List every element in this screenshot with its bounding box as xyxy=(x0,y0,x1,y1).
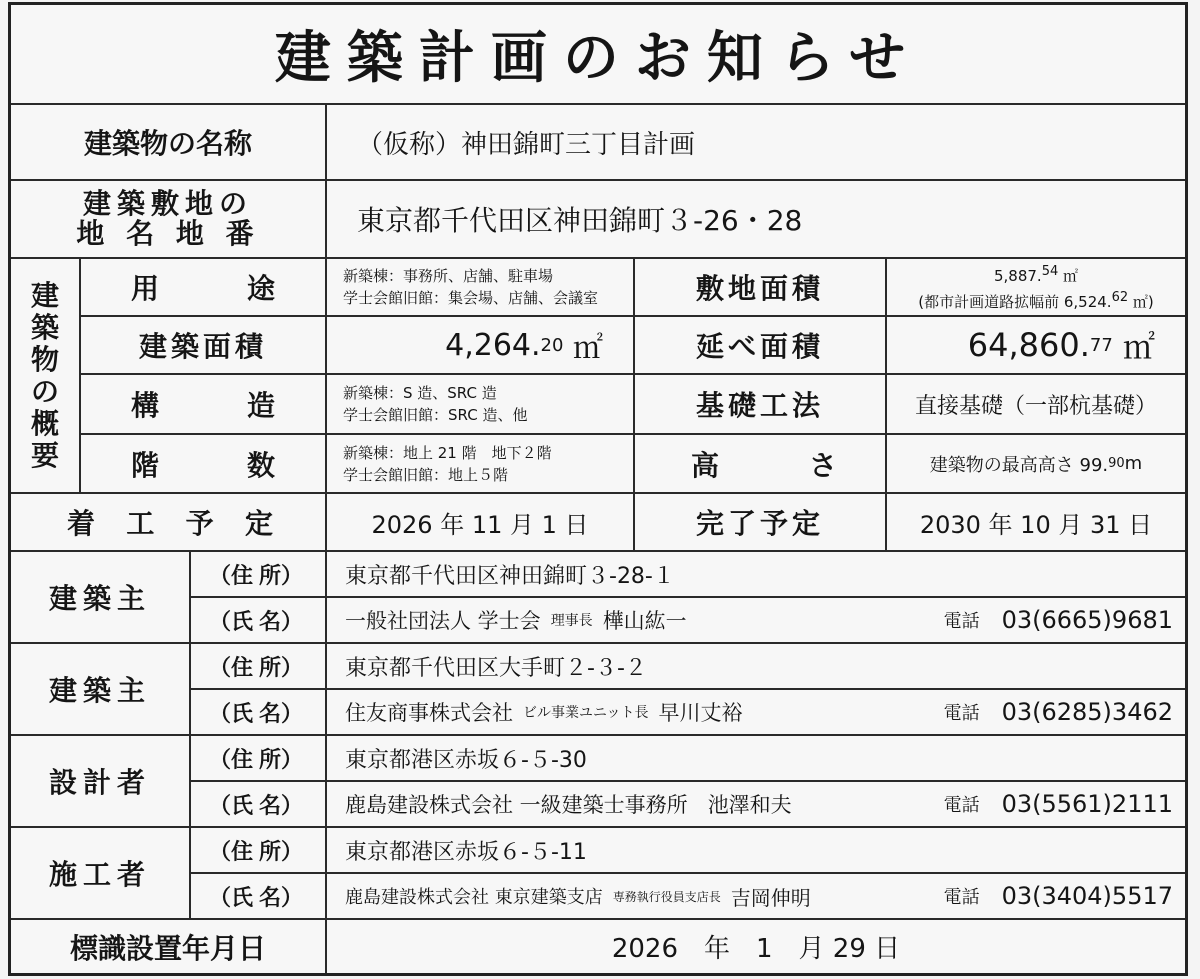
start-label-char: 予 xyxy=(185,507,214,540)
contractor-title: 専務執行役員支店長 xyxy=(612,889,721,904)
height-number: 建築物の最高高さ 99. xyxy=(929,454,1109,476)
height-label-char: 高 xyxy=(691,448,720,482)
name-sub-label xyxy=(191,598,327,644)
structure-label-char: 構 xyxy=(131,389,160,422)
sub-label-part: 名） xyxy=(258,793,303,819)
sub-label-part: （氏 xyxy=(209,885,254,911)
overview-char: 建 xyxy=(30,278,59,312)
building-area-label: 建築面積 xyxy=(81,317,327,375)
start-label-char: 定 xyxy=(244,507,273,540)
use-line: 新築棟：事務所、店舗、駐車場 xyxy=(343,267,554,285)
owner-title: 理事長 xyxy=(550,613,593,629)
foundation-value: 直接基礎（一部杭基礎） xyxy=(887,375,1185,435)
owner-role-label: 建築主 xyxy=(11,644,191,736)
contractor-role-label: 施工者 xyxy=(11,828,191,920)
use-label-char: 途 xyxy=(246,272,275,305)
sub-label-part: 所） xyxy=(258,747,303,773)
owner-role-label: 建築主 xyxy=(11,552,191,644)
sub-label-part: （氏 xyxy=(209,701,254,727)
site-area-note xyxy=(918,287,1154,313)
owner-address: 東京都千代田区神田錦町３-28-１ xyxy=(327,552,1185,598)
sub-label-part: （氏 xyxy=(209,793,254,819)
overview-char: 物 xyxy=(30,342,59,376)
phone-number: 03(5561)2111 xyxy=(1001,790,1173,818)
site-area-value xyxy=(887,259,1185,317)
page-title: 建築計画のお知らせ xyxy=(11,5,1185,105)
designer-name-row xyxy=(327,782,1185,828)
site-area-number: 5,887. xyxy=(993,267,1042,285)
use-label xyxy=(81,259,327,317)
floors-label-char: 階 xyxy=(131,448,160,482)
floors-line: 新築棟：地上 21 階 地下２階 xyxy=(343,443,552,462)
site-area-unit: ㎡ xyxy=(1063,267,1079,285)
designer-org: 鹿島建設株式会社 一級建築士事務所 xyxy=(345,793,688,817)
phone-number: 03(6285)3462 xyxy=(1001,698,1173,726)
site-address-label-line2: 地 名 地 番 xyxy=(76,217,260,250)
owner-org: 一般社団法人 学士会 xyxy=(345,609,541,633)
floor-area-number: 64,860. xyxy=(967,326,1090,364)
sub-label-part: 名） xyxy=(258,885,303,911)
sub-label-part: （住 xyxy=(209,747,254,773)
contractor-org: 鹿島建設株式会社 東京建築支店 xyxy=(345,887,603,908)
sub-label-part: （住 xyxy=(209,839,254,865)
name-sub-label xyxy=(191,782,327,828)
sub-label-part: 名） xyxy=(258,701,303,727)
site-area-main xyxy=(994,261,1078,287)
designer-address: 東京都港区赤坂６-５-30 xyxy=(327,736,1185,782)
site-address-label xyxy=(11,181,327,259)
site-area-note-unit: ㎡) xyxy=(1128,293,1154,311)
structure-line: 新築棟：S 造、SRC 造 xyxy=(343,384,497,402)
height-unit: m xyxy=(1124,453,1143,474)
site-area-decimal: 54 xyxy=(1041,264,1059,279)
start-label-char: 工 xyxy=(126,507,155,540)
contractor-address: 東京都港区赤坂６-５-11 xyxy=(327,828,1185,874)
use-value xyxy=(327,259,635,317)
sub-label-part: （氏 xyxy=(209,609,254,635)
owner-person: 樺山紘一 xyxy=(602,609,687,633)
phone-label: 電話 xyxy=(943,703,980,724)
site-address-value: 東京都千代田区神田錦町３-26・28 xyxy=(327,181,1185,259)
owner-name-row xyxy=(327,598,1185,644)
sub-label-part: （住 xyxy=(209,655,254,681)
height-value xyxy=(887,435,1185,494)
finish-label: 完了予定 xyxy=(635,494,887,552)
floors-value xyxy=(327,435,635,494)
designer-role-label: 設計者 xyxy=(11,736,191,828)
structure-label xyxy=(81,375,327,435)
address-sub-label xyxy=(191,552,327,598)
structure-line: 学士会館旧館：SRC 造、他 xyxy=(343,406,528,424)
height-label xyxy=(635,435,887,494)
finish-value: 2030 年 10 月 31 日 xyxy=(887,494,1185,552)
name-sub-label xyxy=(191,874,327,920)
phone-label: 電話 xyxy=(943,887,980,908)
floor-area-value xyxy=(887,317,1185,375)
site-area-note-decimal: 62 xyxy=(1111,290,1129,305)
structure-value xyxy=(327,375,635,435)
building-name-value: （仮称）神田錦町三丁目計画 xyxy=(327,105,1185,181)
owner-address: 東京都千代田区大手町２-３-２ xyxy=(327,644,1185,690)
use-label-char: 用 xyxy=(131,272,160,305)
sub-label-part: 所） xyxy=(258,563,303,589)
phone-number: 03(6665)9681 xyxy=(1001,606,1173,634)
floors-label-char: 数 xyxy=(246,448,275,482)
contractor-phone xyxy=(944,882,1185,910)
construction-notice-sign xyxy=(8,2,1188,976)
owner-title: ビル事業ユニット長 xyxy=(523,705,649,721)
start-label xyxy=(11,494,327,552)
overview-char: の xyxy=(30,374,59,408)
owner-phone xyxy=(944,606,1185,634)
floors-line: 学士会館旧館：地上５階 xyxy=(343,465,509,484)
owner-phone xyxy=(944,698,1185,726)
overview-char: 築 xyxy=(30,310,59,344)
contractor-name-row xyxy=(327,874,1185,920)
phone-number: 03(3404)5517 xyxy=(1001,882,1173,910)
floor-area-decimal: 77 xyxy=(1089,334,1113,356)
owner-name-row xyxy=(327,690,1185,736)
sub-label-part: 名） xyxy=(258,609,303,635)
sub-label-part: 所） xyxy=(258,839,303,865)
phone-label: 電話 xyxy=(943,611,980,632)
designer-person: 池澤和夫 xyxy=(707,793,792,817)
site-address-label-line1: 建築敷地の xyxy=(82,187,253,220)
designer-phone xyxy=(944,790,1185,818)
posted-date-label: 標識設置年月日 xyxy=(11,920,327,973)
height-decimal: 90 xyxy=(1108,456,1125,471)
structure-label-char: 造 xyxy=(246,389,275,422)
building-area-value xyxy=(327,317,635,375)
address-sub-label xyxy=(191,644,327,690)
floors-label xyxy=(81,435,327,494)
phone-label: 電話 xyxy=(943,795,980,816)
start-label-char: 着 xyxy=(67,507,96,540)
building-area-unit: ㎡ xyxy=(573,331,603,366)
overview-label xyxy=(11,259,81,494)
name-sub-label xyxy=(191,690,327,736)
site-area-label: 敷地面積 xyxy=(635,259,887,317)
overview-char: 要 xyxy=(30,438,59,472)
site-area-note-number: (都市計画道路拡幅前 6,524. xyxy=(918,293,1112,311)
owner-person: 早川丈裕 xyxy=(658,701,743,725)
owner-org: 住友商事株式会社 xyxy=(345,701,513,725)
building-name-label: 建築物の名称 xyxy=(11,105,327,181)
use-line: 学士会館旧館：集会場、店舗、会議室 xyxy=(343,289,599,307)
foundation-label: 基礎工法 xyxy=(635,375,887,435)
overview-char: 概 xyxy=(30,406,59,440)
sub-label-part: （住 xyxy=(209,563,254,589)
posted-date-value: 2026 年 1 月 29 日 xyxy=(611,934,901,964)
contractor-person: 吉岡伸明 xyxy=(730,885,811,910)
address-sub-label xyxy=(191,828,327,874)
start-value: 2026 年 11 月 1 日 xyxy=(327,494,635,552)
height-label-char: さ xyxy=(808,448,837,482)
address-sub-label xyxy=(191,736,327,782)
sub-label-part: 所） xyxy=(258,655,303,681)
building-area-number: 4,264. xyxy=(445,327,541,363)
building-area-decimal: 20 xyxy=(540,334,564,356)
floor-area-unit: ㎡ xyxy=(1122,328,1155,366)
floor-area-label: 延べ面積 xyxy=(635,317,887,375)
